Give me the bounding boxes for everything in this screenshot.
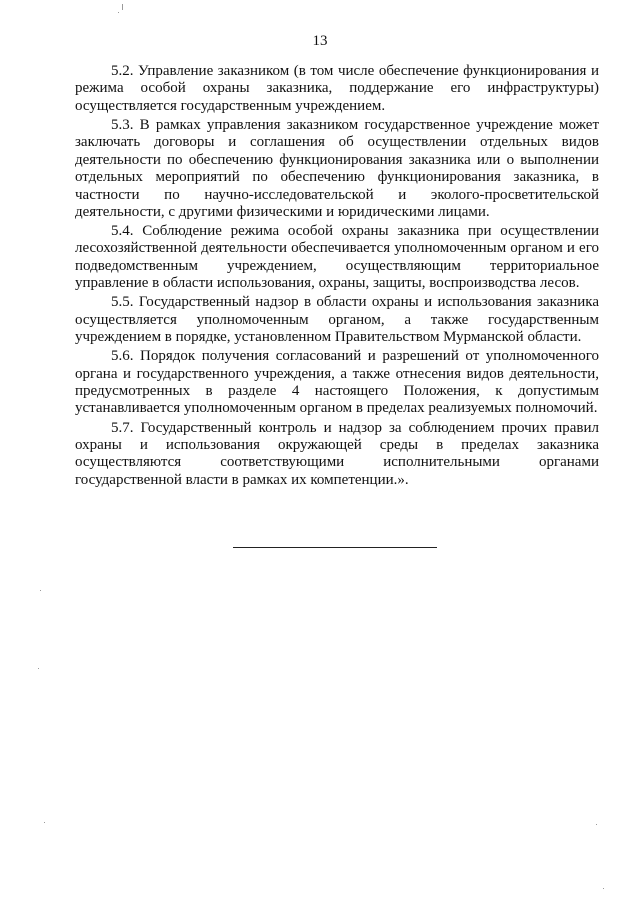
scan-speck [38,668,39,669]
paragraph-5-7: 5.7. Государственный контроль и надзор за соблюдением прочих правил охраны и использования окружающей среды в пределах заказника осуществляются соответствующими исполнительными органами государственной власти в рамках их компетенции.». [75,419,599,488]
paragraph-5-2: 5.2. Управление заказником (в том числе обеспечение функционирования и режима особой охраны заказника, поддержание его инфраструктуры) осуществляется государственным учреждением. [75,63,599,114]
scan-speck [122,4,123,10]
end-divider-line [233,547,437,548]
scan-speck [603,888,604,889]
scan-speck [596,824,597,825]
paragraph-5-4: 5.4. Соблюдение режима особой охраны заказника при осуществлении лесохозяйственной деятельности обеспечивается уполномоченным органом и его подведомственным учреждением, осуществляющим территориальное управление в области использования, охраны, защиты, воспроизводства лесов. [75,223,599,292]
scan-speck [118,12,119,13]
page-number: 13 [312,33,328,49]
document-body [75,63,599,491]
paragraph-5-5: 5.5. Государственный надзор в области охраны и использования заказника осуществляется уполномоченным органом, а также государственным учреждением в порядке, установленном Правительством Мурманской области. [75,294,599,346]
scan-speck [44,822,45,823]
paragraph-5-6: 5.6. Порядок получения согласований и разрешений от уполномоченного органа и государственного учреждения, а также отнесения видов деятельности, предусмотренных в разделе 4 настоящего Положения, к допустимым устанавливается уполномоченным органом в пределах реализуемых полномочий. [75,348,599,417]
paragraph-5-3: 5.3. В рамках управления заказником государственное учреждение может заключать договоры и соглашения об осуществлении отдельных видов деятельности по обеспечению функционирования заказника или о выполнении отдельных мероприятий по обеспечению функционирования заказника, в частности по научно-исследовательской и эколого-просветительской деятельности, с другими физическими и юридическими лицами. [75,116,599,220]
scan-speck [40,590,41,591]
